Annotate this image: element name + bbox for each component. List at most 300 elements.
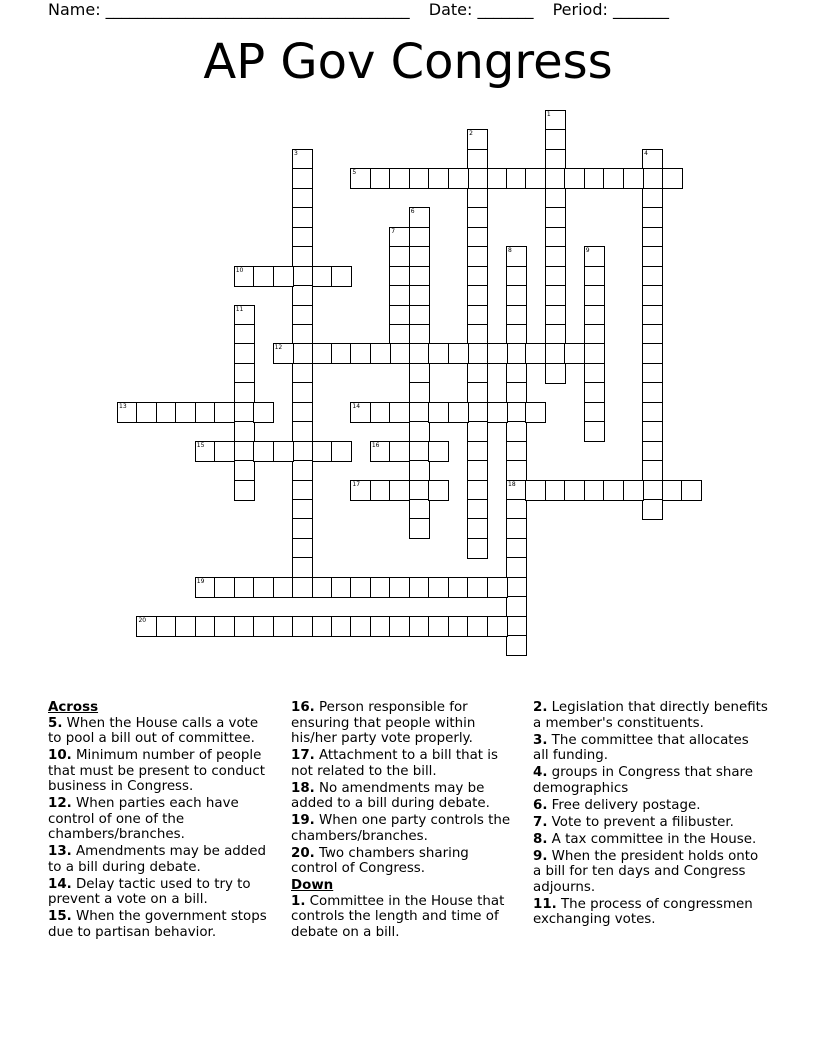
grid-cell[interactable] — [292, 518, 313, 539]
grid-cell[interactable] — [467, 616, 488, 637]
grid-cell[interactable] — [467, 188, 488, 209]
grid-cell[interactable] — [603, 480, 624, 501]
clue-number: 14 — [352, 402, 361, 410]
grid-cell[interactable] — [292, 266, 313, 287]
across-clue — [291, 813, 516, 844]
grid-cell[interactable] — [292, 382, 313, 403]
grid-cell[interactable] — [467, 168, 488, 189]
grid-cell[interactable] — [642, 441, 663, 462]
grid-cell[interactable] — [467, 441, 488, 462]
grid-cell[interactable] — [642, 460, 663, 481]
grid-cell[interactable] — [409, 480, 430, 501]
clue-number: 13 — [119, 402, 127, 410]
grid-cell[interactable] — [662, 168, 683, 189]
grid-cell[interactable] — [506, 382, 527, 403]
clue-number: 4 — [644, 149, 648, 157]
grid-cell[interactable] — [409, 324, 430, 345]
grid-cell[interactable] — [642, 499, 663, 520]
clue-text: Committee in the House that controls the length and time of debate on a bill. — [291, 893, 505, 940]
grid-cell[interactable] — [642, 324, 663, 345]
grid-cell[interactable] — [292, 188, 313, 209]
grid-cell[interactable] — [467, 518, 488, 539]
clue-number: 1 — [546, 111, 551, 118]
grid-cell[interactable] — [292, 538, 313, 559]
grid-cell[interactable] — [506, 168, 527, 189]
grid-cell[interactable] — [467, 207, 488, 228]
grid-cell[interactable] — [642, 285, 663, 306]
grid-cell[interactable] — [525, 402, 546, 423]
grid-cell[interactable] — [506, 596, 527, 617]
down-clue — [533, 897, 768, 928]
grid-cell[interactable] — [545, 227, 566, 248]
grid-cell[interactable] — [214, 402, 235, 423]
grid-cell[interactable] — [584, 421, 605, 442]
grid-cell[interactable] — [312, 577, 333, 598]
grid-cell[interactable] — [642, 266, 663, 287]
grid-cell[interactable] — [506, 460, 527, 481]
clue-number-label: 7. — [533, 814, 548, 830]
grid-cell[interactable] — [642, 382, 663, 403]
grid-cell[interactable] — [467, 402, 488, 423]
grid-cell[interactable] — [370, 168, 391, 189]
clue-number: 18 — [508, 480, 516, 488]
grid-cell[interactable] — [409, 246, 430, 267]
grid-cell[interactable] — [467, 305, 488, 326]
grid-cell[interactable] — [545, 246, 566, 267]
grid-cell[interactable] — [467, 421, 488, 442]
down-clue — [533, 832, 768, 848]
grid-cell[interactable] — [545, 363, 566, 384]
grid-cell[interactable] — [156, 402, 177, 423]
across-clue — [48, 909, 273, 940]
grid-cell[interactable] — [467, 538, 488, 559]
grid-cell[interactable] — [409, 285, 430, 306]
grid-cell[interactable] — [292, 168, 313, 189]
grid-cell[interactable] — [253, 402, 274, 423]
clue-number-label: 17. — [291, 748, 315, 763]
grid-cell[interactable] — [234, 324, 255, 345]
grid-cell[interactable] — [448, 402, 469, 423]
grid-cell[interactable] — [175, 616, 196, 637]
grid-cell[interactable] — [545, 207, 566, 228]
grid-cell[interactable] — [467, 343, 488, 364]
grid-cell[interactable] — [136, 402, 157, 423]
grid-cell[interactable] — [642, 207, 663, 228]
grid-cell[interactable] — [584, 343, 605, 364]
grid-cell[interactable] — [487, 168, 508, 189]
clue-number: 6 — [410, 208, 415, 216]
grid-cell[interactable] — [234, 441, 255, 462]
grid-cell[interactable] — [273, 616, 294, 637]
clue-text: groups in Congress that share demographics — [533, 765, 754, 796]
down-clue — [533, 849, 768, 896]
grid-cell[interactable] — [545, 285, 566, 306]
grid-cell[interactable] — [642, 168, 663, 189]
clue-text: A tax committee in the House. — [547, 831, 757, 847]
grid-cell[interactable] — [467, 324, 488, 345]
grid-cell[interactable] — [642, 363, 663, 384]
grid-cell[interactable] — [506, 441, 527, 462]
across-heading: Across — [48, 700, 99, 715]
grid-cell[interactable] — [292, 480, 313, 501]
grid-cell[interactable] — [389, 285, 410, 306]
grid-cell[interactable] — [428, 577, 449, 598]
clue-text: The committee that allocates all funding. — [533, 732, 749, 763]
grid-cell[interactable] — [448, 343, 469, 364]
grid-cell[interactable] — [448, 577, 469, 598]
grid-cell[interactable] — [545, 188, 566, 209]
grid-cell[interactable] — [545, 324, 566, 345]
clue-number: 9 — [585, 247, 590, 255]
date-field[interactable]: Date: _______ — [428, 0, 534, 19]
down-clue — [291, 894, 516, 941]
clue-number: 16 — [371, 441, 380, 449]
grid-cell[interactable] — [681, 480, 702, 501]
grid-cell[interactable] — [389, 305, 410, 326]
grid-cell[interactable] — [642, 246, 663, 267]
grid-cell[interactable] — [545, 343, 566, 364]
grid-cell[interactable] — [234, 577, 255, 598]
grid-cell[interactable] — [506, 421, 527, 442]
clue-number-label: 6. — [533, 797, 548, 813]
grid-cell[interactable] — [409, 363, 430, 384]
clue-number-label: 11. — [533, 896, 557, 912]
grid-cell[interactable] — [409, 343, 430, 364]
clue-number-label: 8. — [533, 831, 548, 847]
grid-cell[interactable] — [467, 266, 488, 287]
clue-text: When the president holds onto a bill for ten days and Congress adjourns. — [533, 848, 759, 895]
clue-number-label: 2. — [533, 700, 548, 715]
grid-cell[interactable] — [525, 480, 546, 501]
grid-cell[interactable] — [370, 616, 391, 637]
clue-number: 15 — [196, 441, 205, 449]
down-clue — [533, 700, 768, 731]
grid-cell[interactable] — [584, 382, 605, 403]
grid-cell[interactable] — [234, 382, 255, 403]
across-clue — [291, 700, 516, 747]
grid-cell[interactable] — [195, 402, 216, 423]
grid-cell[interactable] — [506, 324, 527, 345]
down-clue — [533, 815, 768, 831]
grid-cell[interactable] — [506, 635, 527, 656]
grid-cell[interactable] — [428, 441, 449, 462]
grid-cell[interactable] — [642, 305, 663, 326]
grid-cell[interactable] — [506, 266, 527, 287]
grid-cell[interactable] — [253, 266, 274, 287]
grid-cell[interactable] — [389, 480, 410, 501]
clue-column-3 — [533, 700, 768, 929]
grid-cell[interactable] — [545, 168, 566, 189]
grid-cell[interactable] — [409, 168, 430, 189]
grid-cell[interactable] — [467, 285, 488, 306]
grid-cell[interactable] — [448, 616, 469, 637]
grid-cell[interactable] — [234, 402, 255, 423]
grid-cell[interactable] — [292, 616, 313, 637]
grid-cell[interactable] — [409, 382, 430, 403]
grid-cell[interactable] — [292, 557, 313, 578]
clue-number: 11 — [235, 305, 244, 313]
grid-cell[interactable] — [545, 129, 566, 150]
grid-cell[interactable] — [370, 480, 391, 501]
clue-number-label: 20. — [291, 845, 315, 861]
down-clue — [533, 798, 768, 814]
grid-cell[interactable] — [214, 616, 235, 637]
clue-text: Legislation that directly benefits a member's constituents. — [533, 700, 768, 731]
grid-cell[interactable] — [292, 402, 313, 423]
clue-number: 7 — [391, 227, 396, 235]
grid-cell[interactable] — [506, 557, 527, 578]
grid-cell[interactable] — [331, 266, 352, 287]
grid-cell[interactable] — [389, 577, 410, 598]
grid-cell[interactable] — [642, 480, 663, 501]
grid-cell[interactable] — [564, 343, 585, 364]
grid-cell[interactable] — [312, 441, 333, 462]
clue-text: When the government stops due to partisan behavior. — [48, 909, 267, 940]
grid-cell[interactable] — [350, 577, 371, 598]
grid-cell[interactable] — [428, 616, 449, 637]
period-field[interactable]: Period: _______ — [552, 0, 669, 19]
grid-cell[interactable] — [584, 285, 605, 306]
grid-cell[interactable] — [545, 266, 566, 287]
clue-number-label: 16. — [291, 700, 315, 715]
grid-cell[interactable] — [506, 285, 527, 306]
clue-number-label: 5. — [48, 715, 63, 731]
grid-cell[interactable] — [506, 538, 527, 559]
grid-cell[interactable] — [428, 480, 449, 501]
grid-cell[interactable] — [253, 441, 274, 462]
across-clue — [48, 844, 273, 875]
clue-number-label: 18. — [291, 780, 315, 796]
grid-cell[interactable] — [584, 363, 605, 384]
grid-cell[interactable] — [350, 343, 371, 364]
grid-cell[interactable] — [389, 324, 410, 345]
clue-text: When one party controls the chambers/branches. — [291, 813, 511, 844]
grid-cell[interactable] — [331, 577, 352, 598]
clue-number-label: 1. — [291, 893, 306, 909]
clue-text: Delay tactic used to try to prevent a vote on a bill. — [48, 876, 251, 907]
grid-cell[interactable] — [389, 246, 410, 267]
grid-cell[interactable] — [506, 616, 527, 637]
grid-cell[interactable] — [584, 305, 605, 326]
grid-cell[interactable] — [331, 343, 352, 364]
grid-cell[interactable] — [273, 266, 294, 287]
down-clue — [533, 733, 768, 764]
clue-number-label: 13. — [48, 844, 72, 859]
across-clue — [48, 748, 273, 795]
grid-cell[interactable] — [389, 343, 410, 364]
grid-cell[interactable] — [467, 460, 488, 481]
grid-cell[interactable] — [409, 518, 430, 539]
across-clue — [48, 716, 273, 747]
grid-cell[interactable] — [292, 363, 313, 384]
clue-number: 3 — [294, 149, 298, 157]
grid-cell[interactable] — [370, 402, 391, 423]
grid-cell[interactable] — [409, 227, 430, 248]
grid-cell[interactable] — [292, 460, 313, 481]
grid-cell[interactable] — [623, 480, 644, 501]
grid-cell[interactable] — [506, 343, 527, 364]
grid-cell[interactable] — [642, 227, 663, 248]
grid-cell[interactable] — [487, 577, 508, 598]
grid-cell[interactable] — [292, 499, 313, 520]
clue-text: When parties each have control of one of the chambers/branches. — [48, 796, 239, 842]
grid-cell[interactable] — [389, 168, 410, 189]
grid-cell[interactable] — [448, 168, 469, 189]
grid-cell[interactable] — [214, 577, 235, 598]
grid-cell[interactable] — [409, 616, 430, 637]
grid-cell[interactable] — [584, 324, 605, 345]
grid-cell[interactable] — [623, 168, 644, 189]
grid-cell[interactable] — [409, 421, 430, 442]
grid-cell[interactable] — [525, 343, 546, 364]
grid-cell[interactable] — [428, 402, 449, 423]
header-line — [48, 0, 683, 19]
grid-cell[interactable] — [292, 246, 313, 267]
grid-cell[interactable] — [642, 343, 663, 364]
grid-cell[interactable] — [467, 246, 488, 267]
clue-text: Vote to prevent a filibuster. — [547, 814, 734, 830]
grid-cell[interactable] — [292, 577, 313, 598]
down-clue — [533, 765, 768, 796]
grid-cell[interactable] — [292, 227, 313, 248]
grid-cell[interactable] — [564, 480, 585, 501]
clue-text: Person responsible for ensuring that people within his/her party vote properly. — [291, 700, 476, 746]
grid-cell[interactable] — [234, 421, 255, 442]
grid-cell[interactable] — [331, 616, 352, 637]
grid-cell[interactable] — [312, 616, 333, 637]
grid-cell[interactable] — [467, 382, 488, 403]
grid-cell[interactable] — [584, 480, 605, 501]
grid-cell[interactable] — [662, 480, 683, 501]
grid-cell[interactable] — [409, 402, 430, 423]
grid-cell[interactable] — [175, 402, 196, 423]
grid-cell[interactable] — [292, 324, 313, 345]
grid-cell[interactable] — [525, 168, 546, 189]
grid-cell[interactable] — [312, 343, 333, 364]
grid-cell[interactable] — [545, 149, 566, 170]
name-field[interactable]: Name: ______________________________________ — [48, 0, 410, 19]
grid-cell[interactable] — [234, 363, 255, 384]
grid-cell[interactable] — [467, 149, 488, 170]
across-clue — [291, 748, 516, 779]
grid-cell[interactable] — [603, 168, 624, 189]
clue-number-label: 4. — [533, 765, 548, 780]
grid-cell[interactable] — [506, 518, 527, 539]
grid-cell[interactable] — [409, 577, 430, 598]
grid-cell[interactable] — [584, 168, 605, 189]
grid-cell[interactable] — [273, 441, 294, 462]
grid-cell[interactable] — [545, 305, 566, 326]
grid-cell[interactable] — [253, 616, 274, 637]
grid-cell[interactable] — [312, 266, 333, 287]
grid-cell[interactable] — [292, 285, 313, 306]
grid-cell[interactable] — [467, 480, 488, 501]
clue-number: 2 — [469, 130, 473, 138]
across-clue — [291, 846, 516, 877]
across-clue — [48, 877, 273, 908]
grid-cell[interactable] — [195, 616, 216, 637]
grid-cell[interactable] — [487, 343, 508, 364]
grid-cell[interactable] — [409, 499, 430, 520]
grid-cell[interactable] — [409, 441, 430, 462]
grid-cell[interactable] — [331, 441, 352, 462]
grid-cell[interactable] — [292, 305, 313, 326]
grid-cell[interactable] — [350, 616, 371, 637]
grid-cell[interactable] — [506, 499, 527, 520]
clue-text: Minimum number of people that must be present to conduct business in Congress. — [48, 748, 265, 794]
grid-cell[interactable] — [234, 343, 255, 364]
grid-cell[interactable] — [642, 421, 663, 442]
down-heading: Down — [291, 878, 334, 893]
grid-cell[interactable] — [428, 343, 449, 364]
grid-cell[interactable] — [234, 616, 255, 637]
grid-cell[interactable] — [506, 577, 527, 598]
grid-cell[interactable] — [292, 207, 313, 228]
clue-number: 5 — [352, 169, 357, 177]
grid-cell[interactable] — [428, 168, 449, 189]
grid-cell[interactable] — [389, 402, 410, 423]
grid-cell[interactable] — [292, 441, 313, 462]
grid-cell[interactable] — [467, 499, 488, 520]
clue-text: No amendments may be added to a bill during debate. — [291, 780, 490, 811]
grid-cell[interactable] — [584, 402, 605, 423]
grid-cell[interactable] — [156, 616, 177, 637]
clue-text: When the House calls a vote to pool a bill out of committee. — [48, 715, 259, 746]
grid-cell[interactable] — [409, 305, 430, 326]
clue-number: 19 — [196, 577, 205, 585]
grid-cell[interactable] — [564, 168, 585, 189]
clue-number: 12 — [274, 344, 283, 352]
clue-number-label: 9. — [533, 848, 548, 864]
grid-cell[interactable] — [642, 402, 663, 423]
grid-cell[interactable] — [273, 577, 294, 598]
grid-cell[interactable] — [389, 266, 410, 287]
grid-cell[interactable] — [292, 421, 313, 442]
clue-text: The process of congressmen exchanging votes. — [533, 896, 753, 927]
grid-cell[interactable] — [506, 402, 527, 423]
grid-cell[interactable] — [584, 266, 605, 287]
grid-cell[interactable] — [467, 577, 488, 598]
clue-number-label: 3. — [533, 732, 548, 748]
grid-cell[interactable] — [370, 577, 391, 598]
grid-cell[interactable] — [467, 227, 488, 248]
grid-cell[interactable] — [467, 363, 488, 384]
clue-number-label: 10. — [48, 748, 72, 763]
grid-cell[interactable] — [292, 343, 313, 364]
grid-cell[interactable] — [234, 480, 255, 501]
grid-cell[interactable] — [409, 460, 430, 481]
grid-cell[interactable] — [409, 266, 430, 287]
clue-number: 17 — [352, 480, 361, 488]
grid-cell[interactable] — [214, 441, 235, 462]
across-clue — [291, 781, 516, 812]
grid-cell[interactable] — [234, 460, 255, 481]
clue-number-label: 15. — [48, 909, 72, 924]
clue-column-2 — [291, 700, 516, 942]
across-clue — [48, 796, 273, 843]
grid-cell[interactable] — [389, 616, 410, 637]
clue-number-label: 19. — [291, 813, 315, 828]
grid-cell[interactable] — [545, 480, 566, 501]
grid-cell[interactable] — [506, 363, 527, 384]
grid-cell[interactable] — [506, 305, 527, 326]
grid-cell[interactable] — [253, 577, 274, 598]
grid-cell[interactable] — [370, 343, 391, 364]
grid-cell[interactable] — [642, 188, 663, 209]
grid-cell[interactable] — [389, 441, 410, 462]
grid-cell[interactable] — [487, 402, 508, 423]
grid-cell[interactable] — [487, 616, 508, 637]
